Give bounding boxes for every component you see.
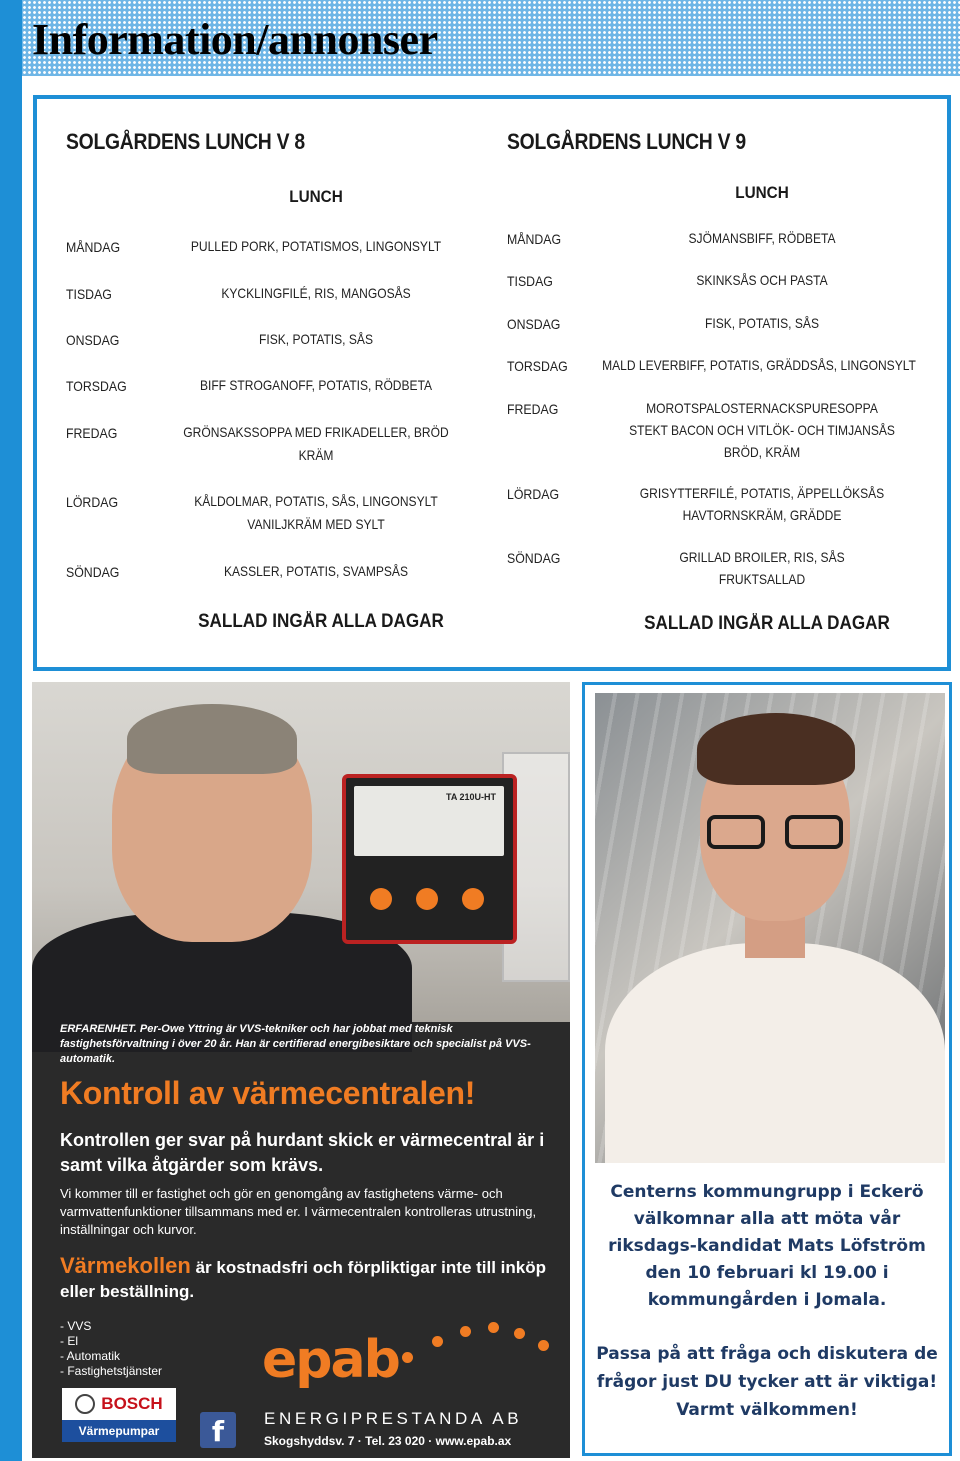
menu-dish: PULLED PORK, POTATISMOS, LINGONSYLT	[190, 238, 442, 254]
section-header	[22, 0, 960, 76]
menu-day: MÅNDAG	[66, 239, 121, 255]
caption-text: Per-Owe Yttring är VVS-tekniker och har jobbat med teknisk fastighetsförvaltning i över 20 år. Han är certifierad energibesiktare och specialist på VVS-automatik.	[60, 1023, 531, 1065]
company-address: Skogshyddsv. 7 · Tel. 23 020 · www.epab.ax	[264, 1434, 512, 1448]
ad-photo-hair	[127, 704, 297, 774]
menu-lunch-label: LUNCH	[289, 187, 343, 206]
ad-photo	[32, 682, 570, 1022]
invitation-text	[589, 1179, 945, 1314]
menu-dish: BIFF STROGANOFF, POTATIS, RÖDBETA	[199, 377, 433, 393]
ad-body-text: Vi kommer till er fastighet och gör en genomgång av fastighetens värme- och varmvattenfunktioner tillsammans med er. I värmecentralen kontrolleras utrustning, inställningar och kurvor.	[60, 1186, 537, 1237]
glasses-lens	[707, 815, 765, 849]
bosch-name: BOSCH	[101, 1394, 163, 1413]
menu-dish: FISK, POTATIS, SÅS	[705, 315, 819, 331]
device-panel	[354, 786, 504, 856]
logo-dots-decoration	[402, 1322, 562, 1372]
menu-day: LÖRDAG	[66, 494, 119, 510]
epab-advertisement	[32, 682, 570, 1458]
device-label: TA 210U-HT	[445, 792, 496, 802]
caption-lead: ERFARENHET.	[60, 1023, 137, 1035]
epab-logo: epab	[262, 1330, 399, 1390]
menu-week-9	[507, 99, 947, 667]
logo-dot	[538, 1340, 549, 1351]
menu-dish: SKINKSÅS OCH PASTA	[696, 272, 828, 288]
invitation-line: Varmt välkommen!	[676, 1400, 858, 1420]
logo-dot	[514, 1328, 525, 1339]
invitation-line: Passa på att fråga och diskutera de	[596, 1344, 938, 1364]
service-item: - Automatik	[60, 1349, 121, 1363]
menu-dish: BRÖD, KRÄM	[723, 444, 801, 460]
offer-name: Värmekollen	[60, 1253, 191, 1278]
menu-dish: SJÖMANSBIFF, RÖDBETA	[688, 230, 836, 246]
logo-dot	[402, 1352, 413, 1363]
menu-dish: KYCKLINGFILÉ, RIS, MANGOSÅS	[221, 285, 411, 301]
glasses-lens	[785, 815, 843, 849]
menu-dish: MOROTSPALOSTERNACKSPURESOPPA	[646, 400, 878, 416]
menu-dish: MALD LEVERBIFF, POTATIS, GRÄDDSÅS, LINGONSYLT	[602, 357, 916, 373]
device-knob	[416, 888, 438, 910]
logo-dot	[488, 1322, 499, 1333]
menu-dish: STEKT BACON OCH VITLÖK- OCH TIMJANSÅS	[629, 422, 895, 438]
ad-offer-text	[60, 1254, 560, 1304]
menu-lunch-label: LUNCH	[735, 183, 789, 202]
lunch-menu-box	[33, 95, 951, 671]
page-title: Information/annonser	[32, 15, 438, 64]
left-accent-stripe	[0, 0, 22, 1461]
menu-dish: GRILLAD BROILER, RIS, SÅS	[679, 549, 845, 565]
menu-day: TORSDAG	[507, 358, 568, 374]
photo-shirt	[605, 943, 945, 1163]
menu-day: TISDAG	[66, 286, 112, 302]
menu-salad-note: SALLAD INGÅR ALLA DAGAR	[644, 613, 890, 634]
invitation-line: den 10 februari kl 19.00 i	[645, 1263, 889, 1283]
menu-day: ONSDAG	[507, 316, 561, 332]
menu-dish: KÅLDOLMAR, POTATIS, SÅS, LINGONSYLT	[194, 493, 438, 509]
logo-dot	[432, 1336, 443, 1347]
menu-dish: VANILJKRÄM MED SYLT	[247, 516, 385, 532]
invitation-closing	[589, 1340, 945, 1424]
menu-title: SOLGÅRDENS LUNCH V 8	[66, 129, 305, 154]
service-item: - VVS	[60, 1319, 92, 1333]
invitation-box	[582, 682, 952, 1456]
service-item: - Fastighetstjänster	[60, 1364, 163, 1378]
menu-dish: GRÖNSAKSSOPPA MED FRIKADELLER, BRÖD	[183, 424, 449, 440]
menu-title: SOLGÅRDENS LUNCH V 9	[507, 129, 746, 154]
bosch-ring-icon	[75, 1394, 95, 1414]
bosch-subtitle: Värmepumpar	[62, 1420, 176, 1442]
bosch-logo-top	[62, 1388, 176, 1420]
menu-dish: KASSLER, POTATIS, SVAMPSÅS	[223, 563, 408, 579]
invitation-line: välkomnar alla att möta vår	[633, 1209, 901, 1229]
logo-dot	[460, 1326, 471, 1337]
service-item: - El	[60, 1334, 78, 1348]
menu-day: MÅNDAG	[507, 231, 562, 247]
device-knob	[462, 888, 484, 910]
photo-hair	[697, 713, 855, 785]
menu-day: SÖNDAG	[507, 550, 561, 566]
menu-salad-note: SALLAD INGÅR ALLA DAGAR	[198, 611, 444, 632]
ad-photo-caption	[60, 1022, 550, 1067]
device-knob	[370, 888, 392, 910]
menu-day: FREDAG	[507, 401, 559, 417]
menu-dish: FISK, POTATIS, SÅS	[259, 331, 373, 347]
services-list	[60, 1319, 162, 1379]
menu-dish: FRUKTSALLAD	[718, 571, 806, 587]
menu-day: TORSDAG	[66, 378, 127, 394]
bosch-logo	[62, 1388, 176, 1442]
invitation-line: Centerns kommungrupp i Eckerö	[610, 1182, 924, 1202]
menu-dish: GRISYTTERFILÉ, POTATIS, ÄPPELLÖKSÅS	[639, 485, 885, 501]
glasses-icon	[707, 815, 847, 851]
menu-dish: KRÄM	[298, 447, 334, 463]
company-name: ENERGIPRESTANDA AB	[264, 1409, 523, 1428]
menu-day: ONSDAG	[66, 332, 120, 348]
menu-day: SÖNDAG	[66, 564, 120, 580]
candidate-photo	[595, 693, 945, 1163]
invitation-line: riksdags-kandidat Mats Löfström	[608, 1236, 926, 1256]
menu-week-8	[66, 99, 486, 667]
invitation-line: frågor just DU tycker att är viktiga!	[596, 1372, 938, 1392]
offer-text: är kostnadsfri och förpliktigar inte till inköp eller beställning.	[60, 1258, 547, 1301]
facebook-icon[interactable]: f	[200, 1412, 236, 1448]
menu-dish: HAVTORNSKRÄM, GRÄDDE	[682, 507, 842, 523]
menu-day: TISDAG	[507, 273, 553, 289]
menu-day: LÖRDAG	[507, 486, 560, 502]
heating-controller-device	[342, 774, 517, 944]
menu-day: FREDAG	[66, 425, 118, 441]
ad-headline: Kontroll av värmecentralen!	[60, 1075, 476, 1111]
invitation-line: kommungården i Jomala.	[647, 1290, 887, 1310]
ad-subheadline: Kontrollen ger svar på hurdant skick er värmecentral är i samt vilka åtgärder som krävs.	[60, 1130, 545, 1175]
